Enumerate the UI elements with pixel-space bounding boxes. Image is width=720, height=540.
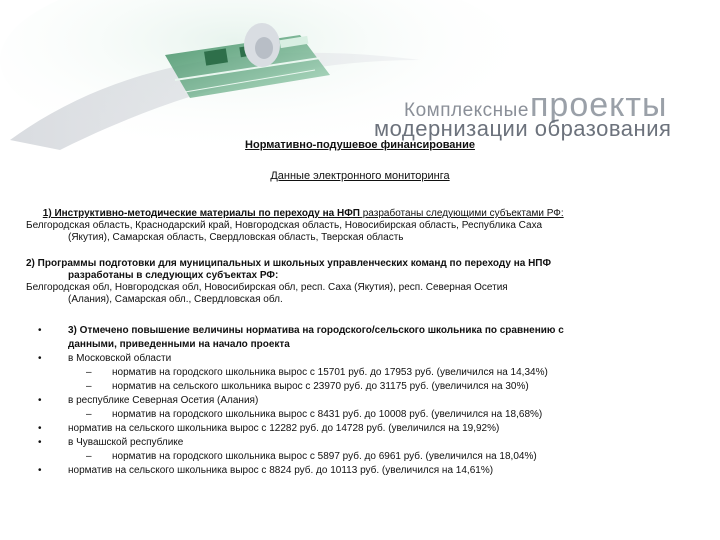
list-item-text: данными, приведенными на начало проекта (68, 339, 290, 350)
bullet-dot: • (38, 465, 42, 476)
list-item (38, 436, 698, 450)
dash-bullet: – (86, 451, 92, 462)
list-item (38, 394, 698, 408)
list-item (38, 366, 698, 380)
list-item (38, 380, 698, 394)
brand-line2: модернизации образования (374, 116, 672, 141)
list-item-text: норматив на городского школьника вырос с 15701 руб. до 17953 руб. (увеличился на 14,34%) (112, 367, 548, 378)
brand-line1-small: Комплексные (404, 100, 529, 121)
section-1-line1: Белгородская область, Краснодарский край, Новгородская область, Новосибирская область, Республика Саха (26, 220, 543, 231)
brand-logo-text (374, 86, 704, 141)
list-item (38, 422, 698, 436)
header-banner (0, 0, 720, 150)
brand-line1-big: проекты (530, 86, 668, 124)
dash-bullet: – (86, 409, 92, 420)
section-2 (26, 258, 690, 306)
page-title: Нормативно-подушевое финансирование (245, 139, 475, 151)
bullet-dot: • (38, 423, 42, 434)
list-item (38, 464, 698, 478)
list-item-text: 3) Отмечено повышение величины норматива на городского/сельского школьника по сравнению с (68, 325, 564, 336)
list-item (38, 324, 698, 338)
list-item-text: в Чувашской республике (68, 437, 184, 448)
list-item (38, 450, 698, 464)
section-2-line1: Белгородская обл, Новгородская обл, Новосибирская обл, респ. Саха (Якутия), респ. Северная Осетия (26, 282, 508, 293)
bullet-dot: • (38, 437, 42, 448)
section-1-heading-bold: 1) Инструктивно-методические материалы по переходу на НФП (42, 208, 360, 219)
list-item (38, 352, 698, 366)
list-item-text: в Московской области (68, 353, 172, 364)
page-subtitle: Данные электронного мониторинга (270, 170, 450, 182)
list-item (38, 338, 698, 352)
list-item-text: норматив на сельского школьника вырос с 8824 руб. до 10113 руб. (увеличился на 14,61%) (68, 465, 494, 476)
section-2-line2: (Алания), Самарская обл., Свердловская обл. (68, 294, 283, 305)
bullet-list (38, 324, 698, 478)
section-2-heading-line2: разработаны в следующих субъектах РФ: (68, 270, 279, 281)
section-1 (26, 208, 690, 244)
dash-bullet: – (86, 367, 92, 378)
section-1-line2: (Якутия), Самарская область, Свердловская область, Тверская область (68, 232, 404, 243)
bullet-dot: • (38, 325, 42, 336)
list-item-text: норматив на сельского школьника вырос с 23970 руб. до 31175 руб. (увеличился на 30%) (112, 381, 529, 392)
list-item-text: норматив на городского школьника вырос с 8431 руб. до 10008 руб. (увеличился на 18,68%) (112, 409, 543, 420)
list-item-text: норматив на городского школьника вырос с 5897 руб. до 6961 руб. (увеличился на 18,04%) (112, 451, 537, 462)
face-photo-graphic (244, 23, 280, 67)
dash-bullet: – (86, 381, 92, 392)
list-item-text: норматив на сельского школьника вырос с 12282 руб. до 14728 руб. (увеличился на 19,92%) (68, 423, 500, 434)
section-2-heading-line1: 2) Программы подготовки для муниципальных и школьных управленческих команд по переходу на НПФ (26, 258, 552, 269)
section-1-heading-tail: разработаны следующими субъектами РФ: (359, 208, 564, 219)
bullet-dot: • (38, 395, 42, 406)
list-item (38, 408, 698, 422)
bullet-dot: • (38, 353, 42, 364)
list-item-text: в республике Северная Осетия (Алания) (68, 395, 259, 406)
section-1-heading (40, 208, 690, 220)
